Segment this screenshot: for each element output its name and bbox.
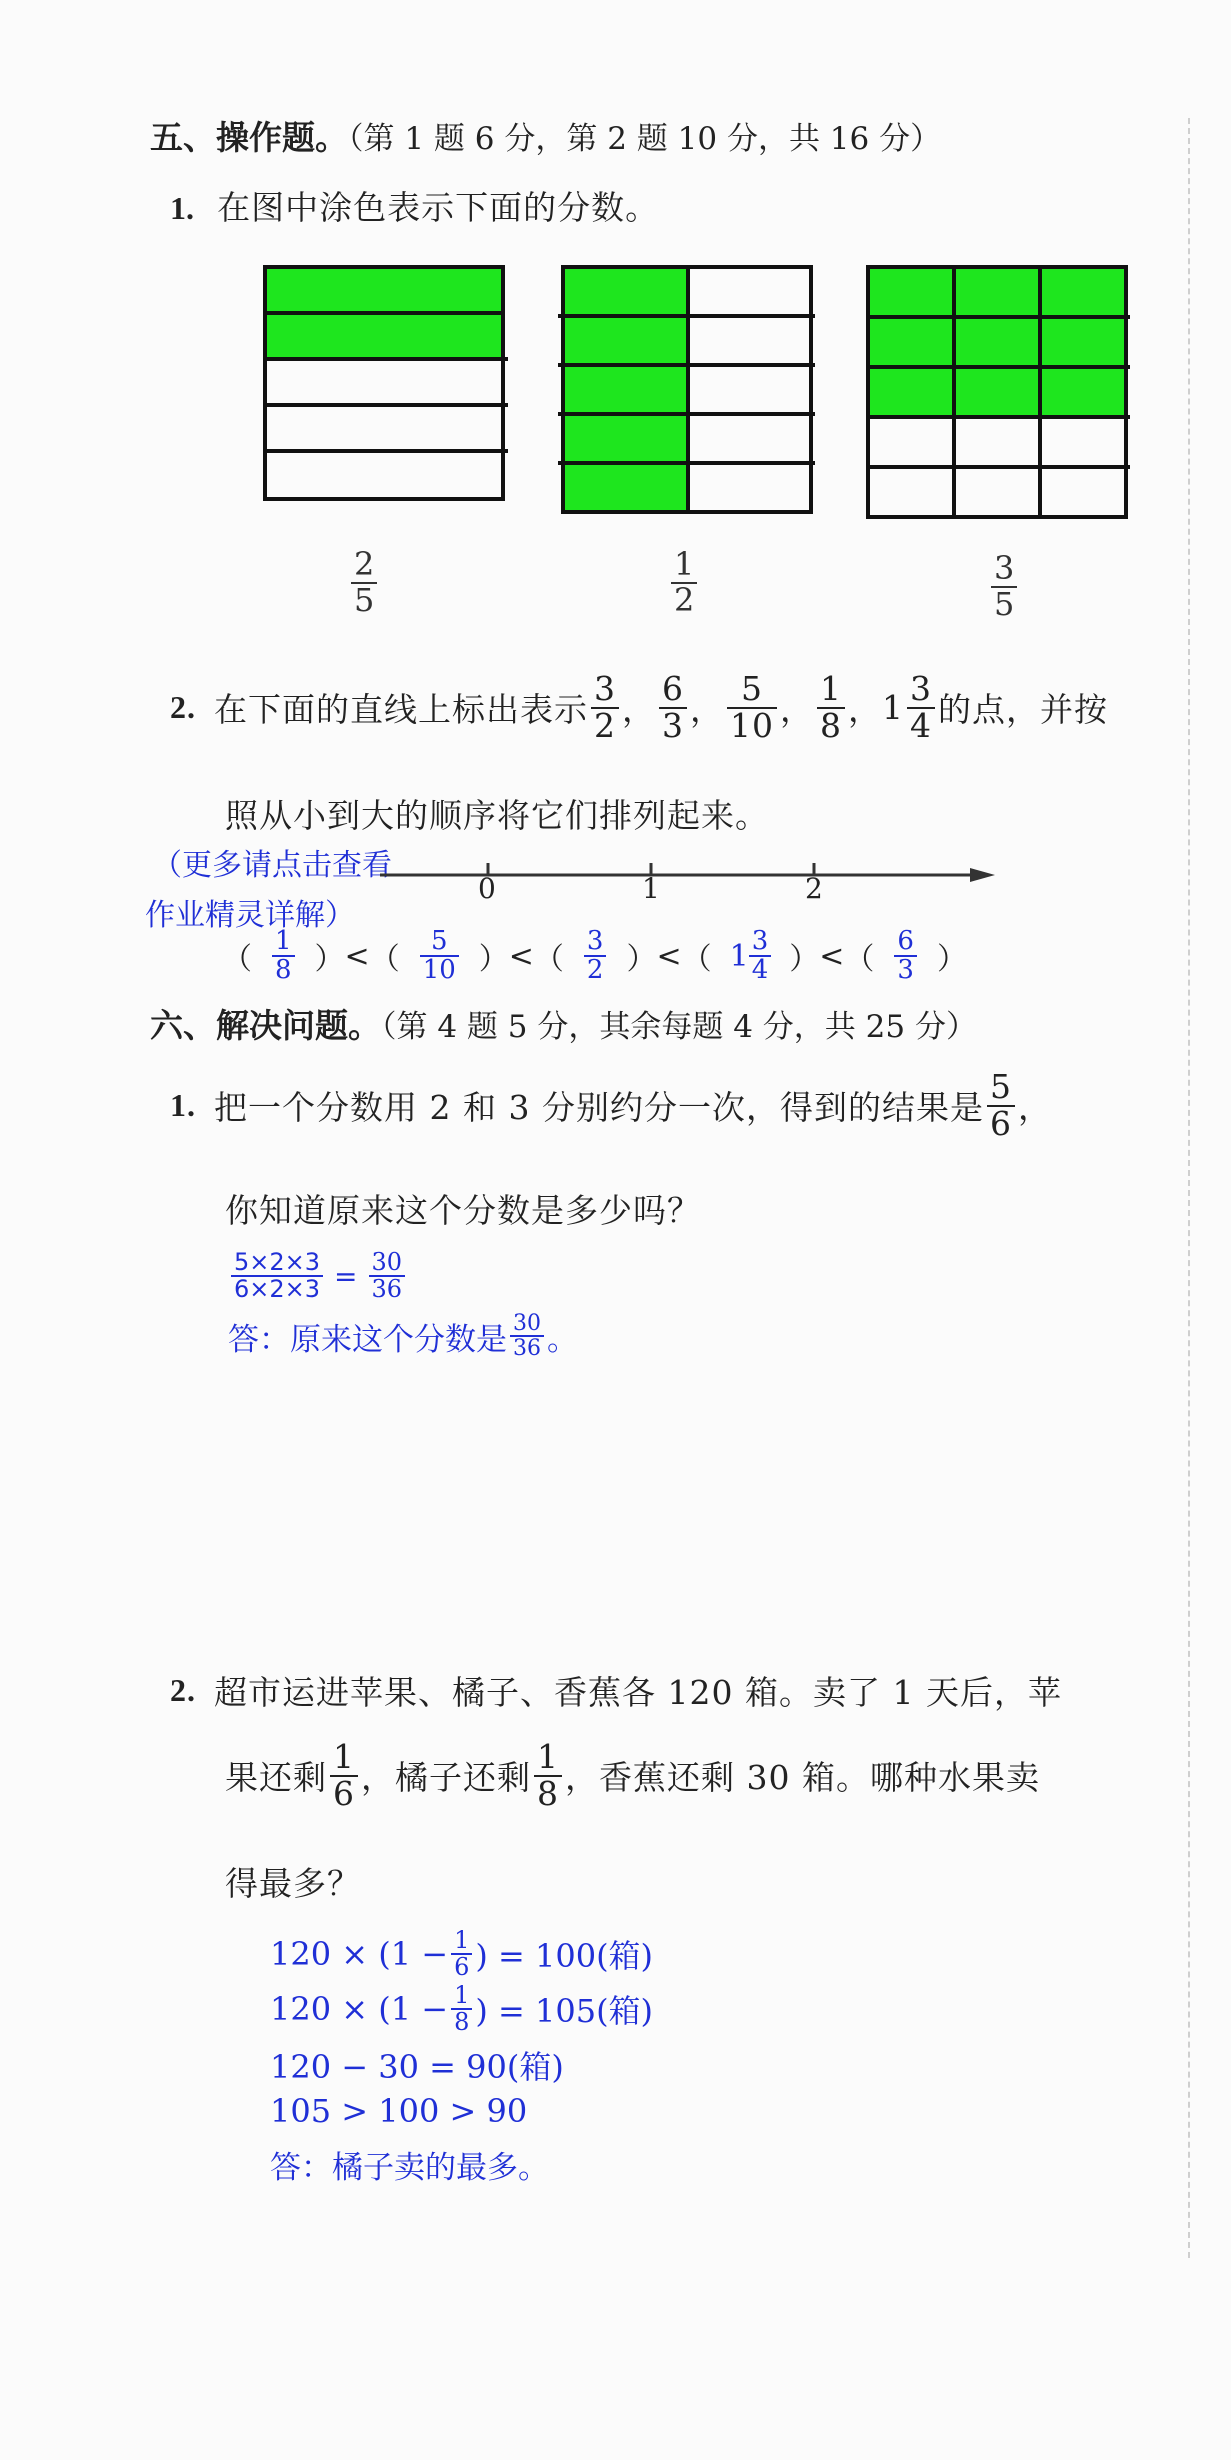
solution-line-2: 120 × (1 − $\frac{1}{8}$ ) = 105(箱) [270, 1981, 654, 2037]
number-line [380, 855, 1000, 895]
question-6-1: 1. 把一个分数用 2 和 3 分别约分一次，得到的结果是 $\frac{5}{6}$ ， [170, 1067, 1052, 1143]
shaded-region [868, 267, 1126, 417]
question-number: 2. [170, 1672, 196, 1708]
solution-line-5: 答：橘子卖的最多。 [270, 2150, 549, 2186]
figure-1-label: $\frac{2}{5}$ [348, 548, 380, 617]
section-6-title: 六、解决问题。 [150, 1006, 381, 1045]
more-details-link-1[interactable]: （更多请点击查看 [152, 848, 392, 883]
mixed-whole: 1 [882, 688, 904, 728]
tick-label-0: 0 [478, 872, 496, 905]
question-text-b: 你知道原来这个分数是多少吗？ [225, 1191, 701, 1230]
answer-4-whole: 1 [729, 938, 749, 974]
fraction-figures [250, 255, 1150, 545]
section-5-title: 五、操作题。 [150, 118, 348, 157]
mixed-fraction: $\frac{3}{4}$ [907, 672, 935, 743]
answer-4: $\frac{3}{4}$ [749, 928, 772, 985]
section-5-heading [150, 112, 941, 159]
answer-2: $\frac{5}{10}$ [420, 928, 459, 985]
question-6-2 [170, 1667, 1062, 1714]
fraction-c: $\frac{5}{10}$ [727, 672, 777, 743]
question-number: 1. [170, 1087, 196, 1124]
question-text-a: 超市运进苹果、橘子、香蕉各 120 箱。卖了 1 天后，苹 [214, 1673, 1062, 1712]
question-text-a: 在下面的直线上标出表示 [214, 690, 588, 730]
question-text-c: 照从小到大的顺序将它们排列起来。 [225, 796, 769, 835]
tick-label-2: 2 [805, 872, 823, 905]
fraction-a: $\frac{3}{2}$ [591, 672, 619, 743]
figure-2-label: $\frac{1}{2}$ [668, 548, 700, 617]
question-5-2: 2. 在下面的直线上标出表示 $\frac{3}{2}$ ， $\frac{6}{3}$ ， $\frac{5}{10}$ ， $\frac{1}{8}$ ， 1 $\frac{3}{4}$ 的点，并按 [170, 669, 1108, 745]
answer-line: 答：原来这个分数是 $\frac{30}{36}$ 。 [228, 1311, 578, 1362]
section-5-note: （第 1 题 6 分，第 2 题 10 分，共 16 分） [348, 121, 942, 157]
solution-line-4: 105 > 100 > 90 [270, 2092, 528, 2130]
answer-3: $\frac{3}{2}$ [584, 928, 607, 985]
question-text-b: 果还剩 $\frac{1}{6}$ ，橘子还剩 $\frac{1}{8}$ ，香蕉还剩 30 箱。哪种水果卖 [225, 1737, 1040, 1813]
figure-two-fifths [265, 267, 508, 499]
question-text: 在图中涂色表示下面的分数。 [217, 188, 660, 227]
question-number: 1. [170, 190, 194, 226]
solution-line-1: 120 × (1 − $\frac{1}{6}$ ) = 100(箱) [270, 1926, 654, 1982]
question-text-a: 把一个分数用 2 和 3 分别约分一次，得到的结果是 [214, 1088, 984, 1128]
more-details-link-2[interactable]: 作业精灵详解） [145, 898, 355, 933]
shaded-region [563, 267, 688, 512]
fraction-d: $\frac{1}{8}$ [817, 672, 845, 743]
question-number: 2. [170, 689, 196, 726]
section-6-heading [150, 1000, 977, 1047]
page-edge-dashed-line [1188, 118, 1190, 2258]
solution-line-3: 120 − 30 = 90(箱) [270, 2048, 564, 2086]
question-text-c: 得最多？ [225, 1864, 361, 1903]
answer-5: $\frac{6}{3}$ [894, 928, 917, 985]
figure-3-label: $\frac{3}{5}$ [988, 552, 1020, 621]
arrow-head-icon [970, 868, 995, 882]
order-answer-row: （ $\frac{1}{8}$ ） < （ $\frac{5}{10}$ ） < （ $\frac{3}{2}$ ） < （ 1 $\frac{3}{4}$ ） < （ $\frac{6}{3}$ ） [222, 926, 967, 986]
question-5-1 [170, 182, 659, 229]
section-6-note: （第 4 题 5 分，其余每题 4 分，共 25 分） [381, 1009, 977, 1045]
fraction-b: $\frac{6}{3}$ [659, 672, 687, 743]
figure-one-half [558, 267, 815, 512]
calc-line: $\frac{5\times 2\times 3}{6\times 2\times 3}$ = $\frac{30}{36}$ [228, 1250, 408, 1302]
result-fraction: $\frac{5}{6}$ [987, 1070, 1015, 1141]
figure-three-fifths [868, 267, 1130, 517]
answer-1: $\frac{1}{8}$ [272, 928, 295, 985]
question-text-b: 的点，并按 [938, 690, 1108, 730]
tick-label-1: 1 [642, 872, 660, 905]
